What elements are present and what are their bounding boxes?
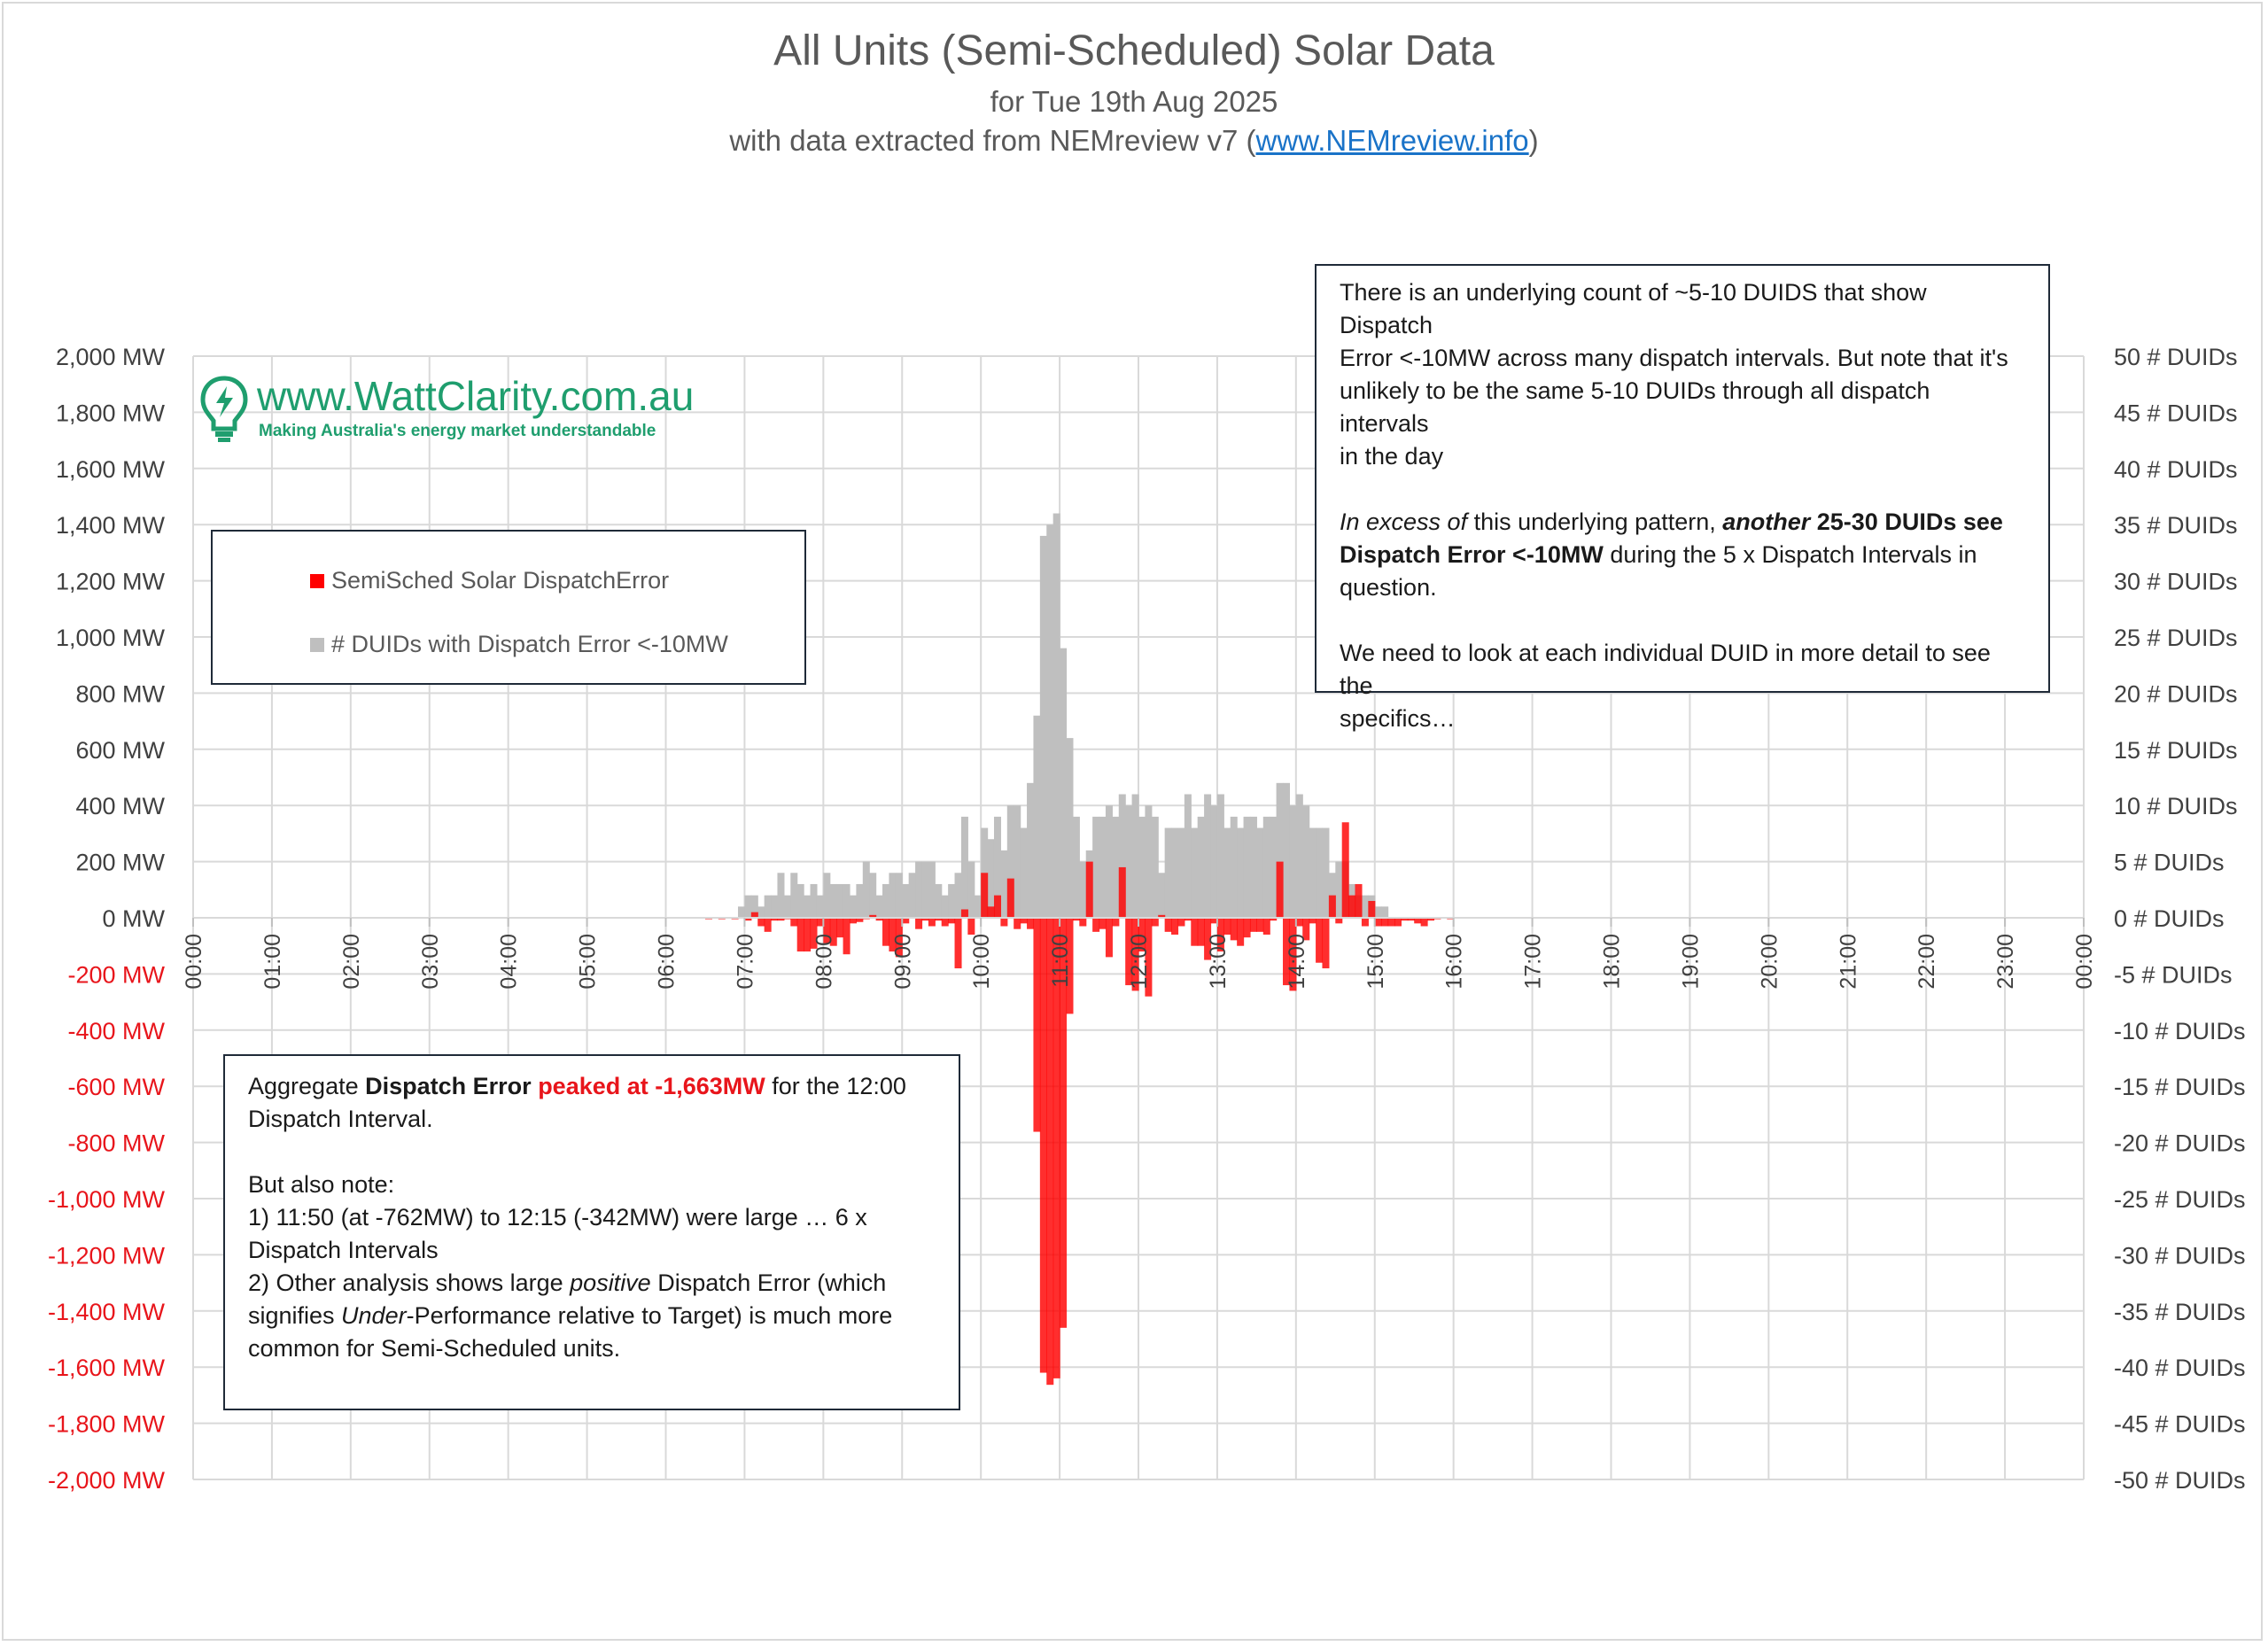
bar-error: [988, 906, 995, 918]
x-tick-label: 11:00: [1048, 934, 1074, 988]
y-left-tick-label: -1,400 MW: [47, 1298, 165, 1325]
duid-count-series: [738, 514, 1388, 918]
note-line: 2) Other analysis shows large positive Dispatch Error (which: [248, 1269, 887, 1296]
y-right-tick-label: -40 # DUIDs: [2114, 1355, 2246, 1382]
bar-error: [1355, 884, 1363, 918]
note-line: Aggregate Dispatch Error peaked at -1,663MW for the 12:00: [248, 1073, 906, 1099]
bar-error: [981, 873, 988, 918]
bar-error: [804, 918, 811, 951]
note-line: unlikely to be the same 5-10 DUIDs through all dispatch intervals: [1340, 377, 1930, 437]
note-line: In excess of this underlying pattern, another 25-30 DUIDs see: [1340, 509, 2003, 535]
legend-swatch-red: [310, 574, 324, 588]
y-right-tick-label: 30 # DUIDs: [2114, 568, 2238, 595]
note-line: Dispatch Error <-10MW during the 5 x Dispatch Intervals in: [1340, 541, 1977, 568]
bar-duid-count: [1191, 828, 1198, 918]
y-right-tick-label: -5 # DUIDs: [2114, 961, 2233, 989]
bar-error: [1177, 918, 1184, 927]
y-right-tick-label: 15 # DUIDs: [2114, 736, 2238, 764]
right-axis-ticks: [2114, 344, 2246, 1494]
bar-error: [1381, 918, 1388, 927]
bar-duid-count: [744, 896, 751, 918]
legend-swatch-grey: [310, 638, 324, 652]
x-tick-label: 20:00: [1757, 934, 1783, 990]
bar-duid-count: [790, 873, 797, 918]
x-tick-label: 14:00: [1284, 934, 1309, 990]
x-tick-label: 04:00: [496, 934, 522, 990]
bar-duid-count: [856, 884, 863, 918]
note-line: in the day: [1340, 443, 1444, 470]
bar-error: [967, 918, 975, 935]
bar-error: [1368, 901, 1375, 918]
bar-error: [1198, 918, 1205, 946]
note-line: There is an underlying count of ~5-10 DUIDS that show Dispatch: [1340, 279, 1927, 338]
bar-duid-count: [784, 896, 791, 918]
bar-error: [1152, 918, 1159, 927]
bar-duid-count: [1270, 817, 1277, 918]
bar-duid-count: [738, 906, 745, 918]
y-right-tick-label: 25 # DUIDs: [2114, 625, 2238, 651]
bar-duid-count: [1145, 805, 1152, 918]
bar-duid-count: [850, 896, 857, 918]
bar-error: [1191, 918, 1198, 946]
bar-duid-count: [811, 884, 818, 918]
annotation-duid-pattern: [1315, 264, 2050, 732]
chart-legend: [211, 530, 806, 685]
x-tick-label: 21:00: [1836, 934, 1861, 990]
bar-error: [1263, 918, 1270, 935]
x-tick-label: 22:00: [1915, 934, 1940, 990]
bar-duid-count: [823, 873, 830, 918]
bar-error: [1165, 918, 1172, 932]
bar-error: [1040, 918, 1047, 1373]
y-left-tick-label: 600 MW: [75, 736, 165, 764]
y-left-tick-label: 2,000 MW: [55, 344, 165, 370]
logo-url-text: www.WattClarity.com.au: [257, 373, 695, 419]
bar-error: [1394, 918, 1402, 927]
bar-duid-count: [902, 884, 909, 918]
bar-duid-count: [915, 862, 922, 918]
y-right-tick-label: 50 # DUIDs: [2114, 344, 2238, 370]
bar-duid-count: [1021, 828, 1028, 918]
y-left-tick-label: -1,800 MW: [47, 1410, 165, 1438]
bar-duid-count: [882, 884, 889, 918]
note-line: 1) 11:50 (at -762MW) to 12:15 (-342MW) were large … 6 x: [248, 1204, 867, 1231]
note-line: specifics…: [1340, 705, 1456, 732]
bar-error: [1348, 896, 1355, 918]
bar-duid-count: [928, 862, 936, 918]
y-left-tick-label: -2,000 MW: [47, 1467, 165, 1494]
y-right-tick-label: 10 # DUIDs: [2114, 793, 2238, 820]
y-left-tick-label: 1,200 MW: [55, 568, 165, 595]
bar-error: [1237, 918, 1244, 946]
y-right-tick-label: -30 # DUIDs: [2114, 1242, 2246, 1269]
bar-duid-count: [1177, 828, 1184, 918]
legend-item-dispatch-error: [310, 567, 669, 594]
bar-duid-count: [1046, 524, 1053, 918]
note-line: We need to look at each individual DUID in more detail to see the: [1340, 640, 1991, 699]
bar-error: [1007, 879, 1014, 918]
x-tick-label: 17:00: [1520, 934, 1546, 990]
bar-error: [928, 918, 936, 927]
y-right-tick-label: -10 # DUIDs: [2114, 1017, 2246, 1044]
bar-duid-count: [804, 896, 811, 918]
bar-error: [1231, 918, 1238, 940]
bar-duid-count: [1171, 828, 1178, 918]
x-tick-label: 15:00: [1363, 934, 1388, 990]
bar-duid-count: [797, 884, 804, 918]
x-tick-label: 07:00: [733, 934, 758, 990]
bar-duid-count: [1106, 805, 1113, 918]
bar-error: [797, 918, 804, 951]
bar-duid-count: [1244, 817, 1251, 918]
y-right-tick-label: -45 # DUIDs: [2114, 1410, 2246, 1438]
bar-duid-count: [1132, 795, 1139, 918]
y-left-tick-label: -1,000 MW: [47, 1186, 165, 1213]
x-tick-label: 18:00: [1599, 934, 1625, 990]
legend-label: SemiSched Solar DispatchError: [331, 567, 670, 594]
x-tick-label: 23:00: [1993, 934, 2019, 990]
bar-error: [1033, 918, 1040, 1132]
y-right-tick-label: 0 # DUIDs: [2114, 905, 2225, 932]
bar-error: [1086, 862, 1093, 918]
bar-duid-count: [961, 817, 968, 918]
bar-duid-count: [1138, 817, 1146, 918]
bar-duid-count: [942, 896, 949, 918]
bar-duid-count: [1198, 817, 1205, 918]
bar-duid-count: [1099, 817, 1107, 918]
bar-error: [1256, 918, 1263, 932]
bar-error: [915, 918, 922, 929]
bar-duid-count: [935, 884, 942, 918]
bar-error: [1119, 867, 1126, 918]
left-axis-ticks: [48, 344, 166, 1494]
y-right-tick-label: -15 # DUIDs: [2114, 1074, 2246, 1101]
note-line: Dispatch Interval.: [248, 1106, 433, 1132]
note-line: Error <-10MW across many dispatch intervals. But note that it's: [1340, 345, 2008, 371]
x-tick-label: 00:00: [182, 934, 206, 990]
bar-duid-count: [1165, 828, 1172, 918]
y-left-tick-label: 0 MW: [102, 905, 165, 932]
bar-duid-count: [1237, 828, 1244, 918]
bar-error: [1223, 918, 1231, 935]
bar-error: [757, 918, 765, 927]
bar-duid-count: [1381, 906, 1388, 918]
bar-duid-count: [1309, 828, 1317, 918]
y-right-tick-label: 5 # DUIDs: [2114, 849, 2225, 876]
bar-duid-count: [843, 884, 850, 918]
y-right-tick-label: 40 # DUIDs: [2114, 455, 2238, 483]
bar-duid-count: [955, 873, 962, 918]
bar-duid-count: [1250, 817, 1257, 918]
bar-error: [1388, 918, 1395, 927]
x-axis-ticks: [182, 934, 2097, 990]
bar-duid-count: [1231, 817, 1238, 918]
y-left-tick-label: -1,200 MW: [47, 1242, 165, 1269]
x-tick-label: 03:00: [417, 934, 443, 990]
bar-duid-count: [863, 862, 870, 918]
bar-error: [1014, 918, 1021, 929]
bar-error: [843, 918, 850, 954]
bar-duid-count: [948, 884, 955, 918]
bar-error: [1375, 918, 1382, 927]
bar-error: [961, 909, 968, 918]
x-tick-label: 19:00: [1678, 934, 1704, 990]
note-line: signifies Under-Performance relative to Target) is much more: [248, 1302, 893, 1329]
y-right-tick-label: 35 # DUIDs: [2114, 512, 2238, 540]
bar-duid-count: [876, 896, 883, 918]
bar-duid-count: [757, 906, 765, 918]
bar-duid-count: [1316, 828, 1323, 918]
y-right-tick-label: 45 # DUIDs: [2114, 400, 2238, 427]
bar-duid-count: [1158, 873, 1165, 918]
note-line: But also note:: [248, 1171, 395, 1198]
y-right-tick-label: -25 # DUIDs: [2114, 1186, 2246, 1213]
y-left-tick-label: 800 MW: [75, 680, 165, 708]
bar-duid-count: [1302, 805, 1309, 918]
bar-error: [1277, 862, 1284, 918]
y-left-tick-label: -800 MW: [67, 1130, 165, 1157]
bar-error: [1099, 918, 1107, 929]
y-left-tick-label: 1,400 MW: [55, 512, 165, 540]
bar-duid-count: [889, 873, 896, 918]
bar-error: [1000, 918, 1007, 927]
bar-duid-count: [1092, 817, 1099, 918]
bar-duid-count: [1263, 817, 1270, 918]
bar-duid-count: [1362, 896, 1369, 918]
bar-error: [942, 918, 949, 927]
x-tick-label: 10:00: [969, 934, 995, 990]
bar-duid-count: [765, 896, 772, 918]
lightbulb-icon: [200, 376, 248, 443]
bar-error: [1112, 918, 1119, 927]
nemreview-link[interactable]: www.NEMreview.info: [1255, 124, 1529, 157]
y-left-tick-label: 200 MW: [75, 849, 165, 876]
y-left-tick-label: -200 MW: [67, 961, 165, 989]
y-left-tick-label: 1,800 MW: [55, 400, 165, 427]
bar-error: [836, 918, 843, 937]
x-tick-label: 09:00: [890, 934, 916, 990]
bar-error: [1092, 918, 1099, 932]
bar-duid-count: [1283, 783, 1290, 918]
bar-duid-count: [1125, 805, 1132, 918]
y-right-tick-label: -50 # DUIDs: [2114, 1467, 2246, 1494]
bar-duid-count: [967, 862, 975, 918]
bar-duid-count: [1073, 817, 1080, 918]
x-axis-line: [193, 918, 2084, 927]
bar-duid-count: [1014, 805, 1021, 918]
x-tick-label: 02:00: [338, 934, 364, 990]
y-right-tick-label: -35 # DUIDs: [2114, 1298, 2246, 1325]
bar-duid-count: [1217, 795, 1224, 918]
bar-duid-count: [771, 896, 778, 918]
bar-duid-count: [1112, 817, 1119, 918]
chart-subtitle: for Tue 19th Aug 2025: [990, 85, 1278, 118]
bar-error: [955, 918, 962, 968]
bar-duid-count: [921, 862, 928, 918]
bar-duid-count: [1000, 850, 1007, 918]
legend-label: # DUIDs with Dispatch Error <-10MW: [331, 631, 728, 657]
bar-duid-count: [869, 873, 876, 918]
x-tick-label: 00:00: [2072, 934, 2097, 990]
legend-item-duid-count: [310, 631, 728, 658]
bar-error: [1322, 918, 1329, 968]
y-left-tick-label: -1,600 MW: [47, 1355, 165, 1382]
bar-duid-count: [1053, 514, 1060, 918]
y-left-tick-label: -600 MW: [67, 1074, 165, 1101]
x-tick-label: 01:00: [260, 934, 285, 990]
bar-error: [1250, 918, 1257, 932]
y-right-tick-label: 20 # DUIDs: [2114, 680, 2238, 708]
source-suffix: ): [1528, 124, 1539, 157]
note-line: question.: [1340, 574, 1437, 601]
bar-error: [1027, 918, 1034, 929]
bar-duid-count: [1184, 795, 1192, 918]
bar-duid-count: [1079, 862, 1086, 918]
annotation-peak-dispatch-error: [223, 1054, 960, 1410]
bar-duid-count: [1322, 828, 1329, 918]
y-left-tick-label: 400 MW: [75, 793, 165, 820]
bar-duid-count: [830, 884, 837, 918]
bar-duid-count: [1211, 805, 1218, 918]
source-prefix: with data extracted from NEMreview v7 (: [729, 124, 1256, 157]
bar-duid-count: [909, 873, 916, 918]
y-right-tick-label: -20 # DUIDs: [2114, 1130, 2246, 1157]
bar-error: [1106, 918, 1113, 957]
bar-duid-count: [1289, 805, 1296, 918]
bar-duid-count: [1040, 536, 1047, 918]
bar-duid-count: [1060, 648, 1067, 918]
bar-duid-count: [1027, 783, 1034, 918]
x-tick-label: 06:00: [654, 934, 680, 990]
bar-error: [765, 918, 772, 932]
bar-error: [790, 918, 797, 927]
bar-duid-count: [988, 839, 995, 918]
bar-error: [1316, 918, 1323, 963]
bar-duid-count: [1204, 795, 1211, 918]
note-line: common for Semi-Scheduled units.: [248, 1335, 621, 1362]
bar-duid-count: [1033, 716, 1040, 918]
y-left-tick-label: -400 MW: [67, 1017, 165, 1044]
y-left-tick-label: 1,000 MW: [55, 625, 165, 651]
wattclarity-logo: [200, 370, 695, 450]
chart-title: All Units (Semi-Scheduled) Solar Data: [773, 27, 1495, 74]
bar-error: [882, 918, 889, 946]
bar-duid-count: [777, 873, 784, 918]
bar-duid-count: [896, 873, 903, 918]
bar-duid-count: [1296, 795, 1303, 918]
logo-tagline: Making Australia's energy market understandable: [259, 422, 656, 440]
x-tick-label: 16:00: [1441, 934, 1467, 990]
bar-duid-count: [836, 884, 843, 918]
bar-error: [1296, 918, 1303, 927]
bar-error: [1421, 918, 1428, 927]
bar-duid-count: [1375, 906, 1382, 918]
bar-error: [1329, 896, 1336, 918]
bar-duid-count: [1256, 828, 1263, 918]
x-tick-label: 12:00: [1127, 934, 1152, 990]
bar-error: [1342, 822, 1349, 918]
note-line: Dispatch Intervals: [248, 1237, 439, 1263]
bar-error: [1244, 918, 1251, 937]
x-tick-label: 08:00: [812, 934, 837, 990]
bar-error: [1079, 918, 1086, 927]
bar-duid-count: [817, 896, 824, 918]
y-left-tick-label: 1,600 MW: [55, 455, 165, 483]
x-tick-label: 13:00: [1205, 934, 1231, 990]
bar-duid-count: [975, 896, 982, 918]
bar-error: [1171, 918, 1178, 935]
bar-duid-count: [1335, 862, 1342, 918]
x-tick-label: 05:00: [575, 934, 601, 990]
bar-error: [994, 896, 1001, 918]
bar-duid-count: [1223, 828, 1231, 918]
bar-duid-count: [1152, 817, 1159, 918]
bar-error: [1362, 918, 1369, 927]
bar-duid-count: [1066, 738, 1073, 918]
